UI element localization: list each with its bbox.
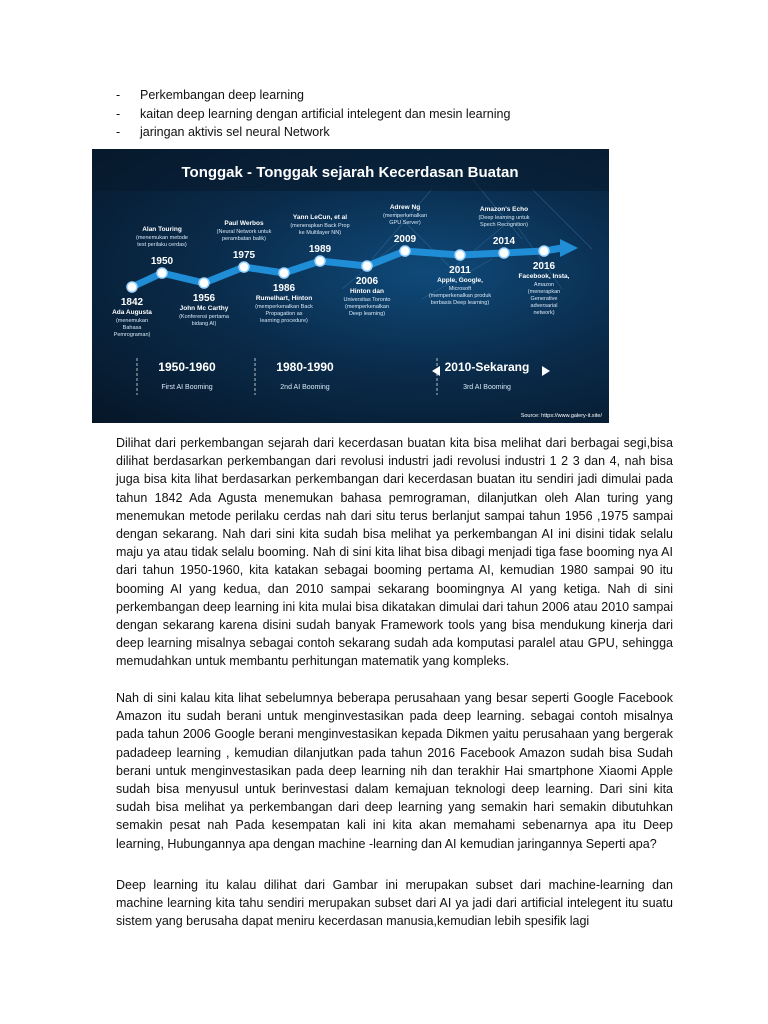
milestone-name: Amazon's Echo	[479, 206, 529, 213]
bullet-item: - Perkembangan deep learning	[116, 86, 676, 105]
timeline-arrow-head	[560, 239, 578, 257]
milestone-year: 1989	[308, 244, 332, 255]
milestone-desc: (menerapkan	[527, 289, 561, 295]
milestone-desc: (menerapkan Back Prop	[290, 223, 350, 229]
bullet-list	[116, 86, 676, 142]
milestone-year: 2014	[492, 236, 516, 247]
milestone-desc: berbasis Deep learning)	[430, 300, 490, 306]
figure-title: Tonggak - Tonggak sejarah Kecerdasan Buatan	[181, 164, 519, 181]
milestone-year: 2006	[355, 276, 379, 287]
milestone-desc: (Neural Network untuk	[216, 229, 272, 235]
milestone-desc: (memperkenalkan	[344, 304, 390, 310]
period-arrow-left	[432, 366, 440, 376]
milestone-desc: Pemrograman)	[113, 332, 151, 338]
period-label: First AI Booming	[161, 384, 213, 391]
milestone-name: Adrew Ng	[389, 204, 421, 211]
paragraph: Nah di sini kalau kita lihat sebelumnya beberapa perusahaan yang besar seperti Google Facebook Amazon itu sudah berani untuk menginvestasikan pada deep learning. sebagai contoh misalnya pada tahun 2006 Google berani menginvestasikan kepada Dikmen yaitu perusahaan yang bergerak padadeep learning , kemudian dilanjutkan pada tahun 2016 Facebook Amazon sudah bisa Sudah berani untuk menginvestasikan pada deep learning nih dan terakhir Hai smartphone Xiaomi Apple sudah bisa menyusul untuk berinvestasi dalam kemajuan teknologi deep learning. Dari sini kita sudah bisa melihat ya perkembangan dari deep learning yang semakin hari semakin dibutuhkan semakin pesat nah Pada kesempatan kali ini kita akan memahami sebenarnya apa itu Deep learning, Hubungannya apa dengan machine -learning dan AI kemudian jaringannya Seperti apa?	[116, 691, 673, 851]
milestone-desc: bidang AI)	[191, 321, 217, 327]
milestone-year: 2016	[532, 261, 556, 272]
milestone-desc: (memperkenalkan Back	[255, 304, 313, 310]
milestone-name: Yann LeCun, et al	[292, 214, 348, 221]
milestone-desc: Propagation as	[265, 311, 303, 317]
milestone-desc: Universitas Toronto	[343, 297, 391, 303]
milestone-desc: Generative	[530, 296, 558, 302]
paragraph: Dilihat dari perkembangan sejarah dari kecerdasan buatan kita bisa melihat dari berbagai segi,bisa dilihat berdasarkan perkembangan dari revolusi industri jadi revolusi industri 1 2 3 dan 4, nah bisa juga bisa kita lihat berdasarkan perkembangan dari kecerdasan buatan itu sendiri jadi dimulai pada tahun 1842 Ada Agusta menemukan bahasa pemrograman, dilanjutkan oleh Alan turing yang menemukan metode perilaku cerdas nah dari situ terus berlanjut sampai tahun 1956 ,1975 sampai dengan sekarang. Nah dari sini kita sudah bisa melihat ya perkembangan AI ini disini tidak selalu maju ya atau tidak selalu booming. Nah di sini kita lihat bisa dibagi menjadi tiga fase booming nya AI dari tahun 1950-1960, kita katakan sebagai booming pertama AI, kemudian 1980 sampai 90 itu booming AI yang kedua, dan 2010 sampai sekarang boomingnya AI yang ketiga. Nah di sini perkembangan deep learning ini kita mulai bisa dikatakan dimulai dari tahun 2006 atau 2010 sampai dengan sekarang karena disini sudah banyak Framework tools yang bisa mendukung kinerja dari deep learning misalnya sebagai contoh sekarang sudah ada komputasi paralel atau GPU, sehingga memudahkan untuk membantu perhitungan matematik yang kompleks.	[116, 436, 673, 669]
period-range: 2010-Sekarang	[444, 360, 530, 374]
milestone-year: 1950	[150, 256, 174, 267]
milestone-desc: Deep learning)	[348, 311, 386, 317]
milestone-desc: GPU Server)	[389, 220, 421, 226]
milestone-desc: network)	[533, 310, 555, 316]
milestone-desc: adversarial	[530, 303, 558, 309]
milestone-desc: (menemukan metode	[136, 235, 188, 241]
milestone-name: John Mc Carthy	[179, 305, 229, 312]
milestone-desc: Spech Recognition)	[479, 222, 529, 228]
milestone-desc: (Deep learning untuk	[478, 215, 530, 221]
milestone-dot	[199, 278, 209, 288]
milestone-year: 2009	[393, 234, 417, 245]
milestone-dot	[315, 256, 325, 266]
milestone-dot	[157, 268, 167, 278]
milestone-desc: test perilaku cerdas)	[137, 242, 187, 248]
milestone-desc: perambatan balik)	[221, 236, 267, 242]
milestone-name: Apple, Google,	[437, 277, 483, 284]
milestone-name: Alan Touring	[142, 226, 182, 233]
milestone-dot	[362, 261, 372, 271]
milestone-year: 1986	[272, 283, 296, 294]
milestone-desc: learning procedure)	[260, 318, 308, 324]
milestone-name: Ada Augusta	[112, 309, 152, 316]
milestone-year: 2011	[449, 265, 471, 276]
ai-history-timeline-image	[92, 149, 609, 423]
milestone-desc: (Konferensi pertama	[179, 314, 229, 320]
paragraph: Deep learning itu kalau dilihat dari Gambar ini merupakan subset dari machine-learning dan machine learning kita tahu sendiri merupakan subset dari AI ya jadi dari artificial intelegent itu suatu sistem yang berusaha dapat meniru kecerdasan manusia,kemudian lebih spesifik lagi	[116, 878, 673, 929]
milestone-dot	[499, 248, 509, 258]
milestone-year: 1956	[192, 293, 216, 304]
milestone-name: Hinton dan	[350, 288, 384, 295]
milestone-dot	[239, 262, 249, 272]
period-arrow-right	[542, 366, 550, 376]
milestone-dot	[400, 246, 410, 256]
milestone-dot	[539, 246, 549, 256]
milestone-name: Rumelhart, Hinton	[255, 295, 313, 302]
source-caption: Source: https://www.galery-it.site/	[520, 413, 602, 419]
timeline-arrow-line	[132, 248, 562, 287]
period-range: 1950-1960	[158, 360, 216, 374]
milestone-dot	[455, 250, 465, 260]
milestone-desc: ke Multilayer NN)	[298, 230, 342, 236]
milestone-year: 1842	[120, 297, 144, 308]
period-label: 2nd AI Booming	[280, 384, 330, 391]
milestone-name: Paul Werbos	[224, 220, 264, 227]
timeline-graphic	[92, 149, 609, 423]
milestone-desc: (memperkenalkan produk	[428, 293, 492, 299]
milestone-desc: Microsoft	[448, 286, 472, 292]
milestone-desc: (memperkenalkan	[382, 213, 428, 219]
milestone-desc: Bahasa	[122, 325, 142, 331]
milestone-desc: (menemukan	[115, 318, 149, 324]
milestone-name: Facebook, Insta,	[518, 273, 570, 280]
milestone-desc: Amazon	[533, 282, 555, 288]
milestone-dot	[279, 268, 289, 278]
period-range: 1980-1990	[276, 360, 334, 374]
period-label: 3rd AI Booming	[463, 384, 511, 391]
bullet-item: - kaitan deep learning dengan artificial intelegent dan mesin learning	[116, 105, 676, 124]
milestone-year: 1975	[232, 250, 256, 261]
milestone-dot	[127, 282, 137, 292]
bullet-item: - jaringan aktivis sel neural Network	[116, 123, 676, 142]
